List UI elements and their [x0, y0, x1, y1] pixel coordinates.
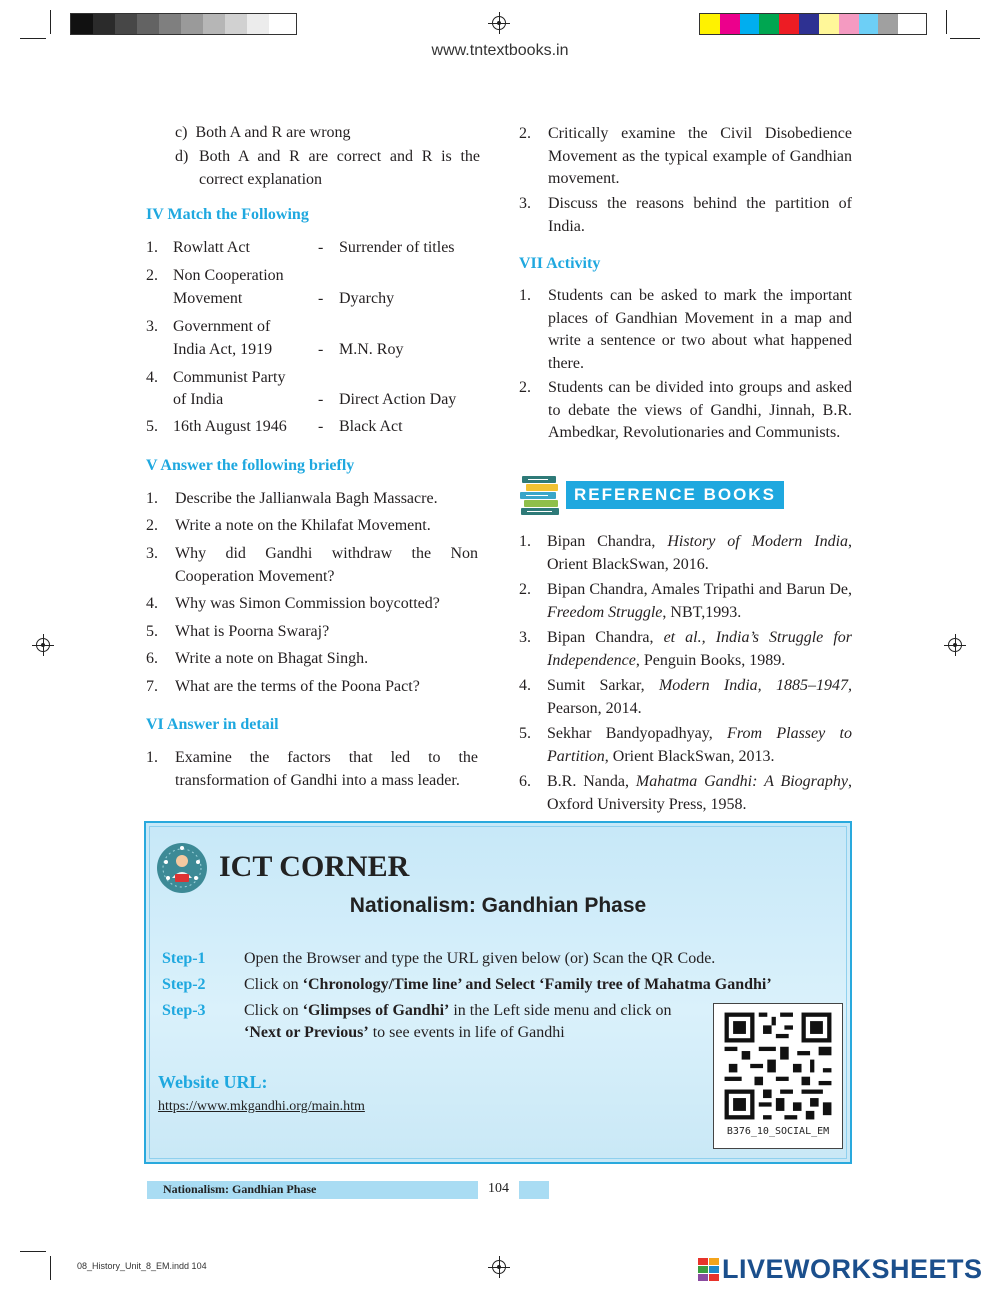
option-label: d)	[175, 148, 189, 165]
question-number: 5.	[146, 623, 158, 640]
question-number: 1.	[146, 749, 158, 766]
step-text-continued: ‘Next or Previous’ to see events in life of Gandhi	[244, 1024, 565, 1041]
reference-number: 5.	[519, 725, 531, 742]
registration-mark-icon	[948, 638, 962, 652]
question-text: Critically examine the Civil Disobedience Movement as the typical example of Gandhian movement.	[548, 125, 852, 187]
match-right: Black Act	[339, 418, 403, 435]
indd-file-name: 08_History_Unit_8_EM.indd 104	[77, 1261, 207, 1271]
reference-entry: Bipan Chandra, Amales Tripathi and Barun De, Freedom Struggle, NBT,1993.	[547, 581, 852, 621]
question-text: Describe the Jallianwala Bagh Massacre.	[175, 490, 438, 507]
question-number: 3.	[146, 545, 158, 562]
option-text: Both A and R are correct and R is the correct explanation	[199, 148, 480, 188]
reference-number: 4.	[519, 677, 531, 694]
ict-title: ICT CORNER	[219, 850, 410, 883]
section-heading-iv: IV Match the Following	[146, 206, 309, 223]
option-label: c)	[175, 124, 188, 141]
match-number: 2.	[146, 267, 158, 284]
step-label: Step-1	[162, 950, 206, 967]
question-text: Write a note on Bhagat Singh.	[175, 650, 369, 667]
qr-code[interactable]	[713, 1003, 843, 1149]
page-number: 104	[488, 1181, 509, 1196]
question-text: What are the terms of the Poona Pact?	[175, 678, 420, 695]
step-text: Click on ‘Glimpses of Gandhi’ in the Left side menu and click on	[244, 1002, 672, 1019]
match-number: 4.	[146, 369, 158, 386]
match-left: Movement	[173, 290, 243, 307]
question-text: Write a note on the Khilafat Movement.	[175, 517, 431, 534]
reference-number: 1.	[519, 533, 531, 550]
question-number: 3.	[519, 195, 531, 212]
activity-text: Students can be divided into groups and asked to debate the views of Gandhi, Jinnah, B.R. Ambedkar, Revolutionaries and Communists.	[548, 379, 852, 441]
question-number: 2.	[519, 125, 531, 142]
books-stack-icon	[518, 474, 564, 518]
question-number: 1.	[146, 490, 158, 507]
reference-books-heading: REFERENCE BOOKS	[566, 481, 784, 509]
activity-text: Students can be asked to mark the important places of Gandhian Movement in a map and write a sentence or two about what happened there.	[548, 287, 852, 372]
crop-mark	[50, 10, 51, 34]
question-text: Why was Simon Commission boycotted?	[175, 595, 440, 612]
liveworksheets-logo-icon	[698, 1258, 720, 1282]
registration-mark-icon	[36, 638, 50, 652]
activity-number: 2.	[519, 379, 531, 396]
match-left: of India	[173, 391, 224, 408]
match-number: 1.	[146, 239, 158, 256]
section-heading-v: V Answer the following briefly	[146, 457, 355, 474]
step-text: Click on ‘Chronology/Time line’ and Select ‘Family tree of Mahatma Gandhi’	[244, 976, 772, 993]
qr-code-icon	[714, 1004, 842, 1128]
color-bar	[699, 13, 927, 35]
registration-mark-icon	[492, 1260, 506, 1274]
section-heading-vi: VI Answer in detail	[146, 716, 279, 733]
section-heading-vii: VII Activity	[519, 255, 601, 272]
option-d	[175, 146, 480, 191]
reference-entry: Sumit Sarkar, Modern India, 1885–1947, Pearson, 2014.	[547, 677, 852, 717]
question-number: 4.	[146, 595, 158, 612]
activity-number: 1.	[519, 287, 531, 304]
footer-chapter-title: Nationalism: Gandhian Phase	[163, 1182, 317, 1196]
grayscale-bar	[70, 13, 297, 35]
crop-mark	[20, 38, 46, 39]
question-text: Examine the factors that led to the transformation of Gandhi into a mass leader.	[175, 749, 478, 789]
match-number: 5.	[146, 418, 158, 435]
step-label: Step-2	[162, 976, 206, 993]
registration-mark-icon	[492, 16, 506, 30]
match-dash: -	[318, 239, 324, 256]
reference-entry: Bipan Chandra, History of Modern India, Orient BlackSwan, 2016.	[547, 533, 853, 573]
ict-subtitle: Nationalism: Gandhian Phase	[349, 894, 647, 917]
match-right: Direct Action Day	[339, 391, 457, 408]
question-text: Why did Gandhi withdraw the Non Cooperation Movement?	[175, 545, 478, 585]
reference-number: 2.	[519, 581, 531, 598]
footer-side-bar	[519, 1181, 549, 1199]
question-text: What is Poorna Swaraj?	[175, 623, 330, 640]
reference-number: 6.	[519, 773, 531, 790]
crop-mark	[20, 1251, 46, 1252]
site-url: www.tntextbooks.in	[431, 42, 569, 59]
match-dash: -	[318, 418, 324, 435]
match-left: Rowlatt Act	[173, 239, 250, 256]
match-dash: -	[318, 290, 324, 307]
question-number: 2.	[146, 517, 158, 534]
step-text: Open the Browser and type the URL given below (or) Scan the QR Code.	[244, 950, 716, 967]
option-c	[175, 122, 480, 145]
crop-mark	[950, 38, 980, 39]
match-left: India Act, 1919	[173, 341, 273, 358]
match-left: Non Cooperation	[173, 267, 284, 284]
option-text: Both A and R are wrong	[195, 124, 351, 141]
qr-caption: B376_10_SOCIAL_EM	[726, 1126, 830, 1137]
match-dash: -	[318, 341, 324, 358]
match-right: Dyarchy	[339, 290, 395, 307]
question-text: Discuss the reasons behind the partition of India.	[548, 195, 852, 235]
question-number: 7.	[146, 678, 158, 695]
question-number: 6.	[146, 650, 158, 667]
match-left: Government of	[173, 318, 271, 335]
step-label: Step-3	[162, 1002, 206, 1019]
reference-number: 3.	[519, 629, 531, 646]
match-right: Surrender of titles	[339, 239, 455, 256]
crop-mark	[946, 10, 947, 34]
ict-globe-icon	[156, 842, 208, 894]
match-right: M.N. Roy	[339, 341, 404, 358]
reference-entry: B.R. Nanda, Mahatma Gandhi: A Biography, Oxford University Press, 1958.	[547, 773, 852, 813]
match-number: 3.	[146, 318, 158, 335]
match-left: 16th August 1946	[173, 418, 287, 435]
match-left: Communist Party	[173, 369, 286, 386]
website-label: Website URL:	[158, 1072, 268, 1092]
reference-entry: Bipan Chandra, et al., India’s Struggle for Independence, Penguin Books, 1989.	[547, 629, 852, 669]
reference-entry: Sekhar Bandyopadhyay, From Plassey to Partition, Orient BlackSwan, 2013.	[547, 725, 852, 765]
website-link[interactable]: https://www.mkgandhi.org/main.htm	[158, 1099, 365, 1114]
liveworksheets-watermark: LIVEWORKSHEETS	[722, 1254, 983, 1284]
match-dash: -	[318, 391, 324, 408]
crop-mark	[50, 1256, 51, 1280]
